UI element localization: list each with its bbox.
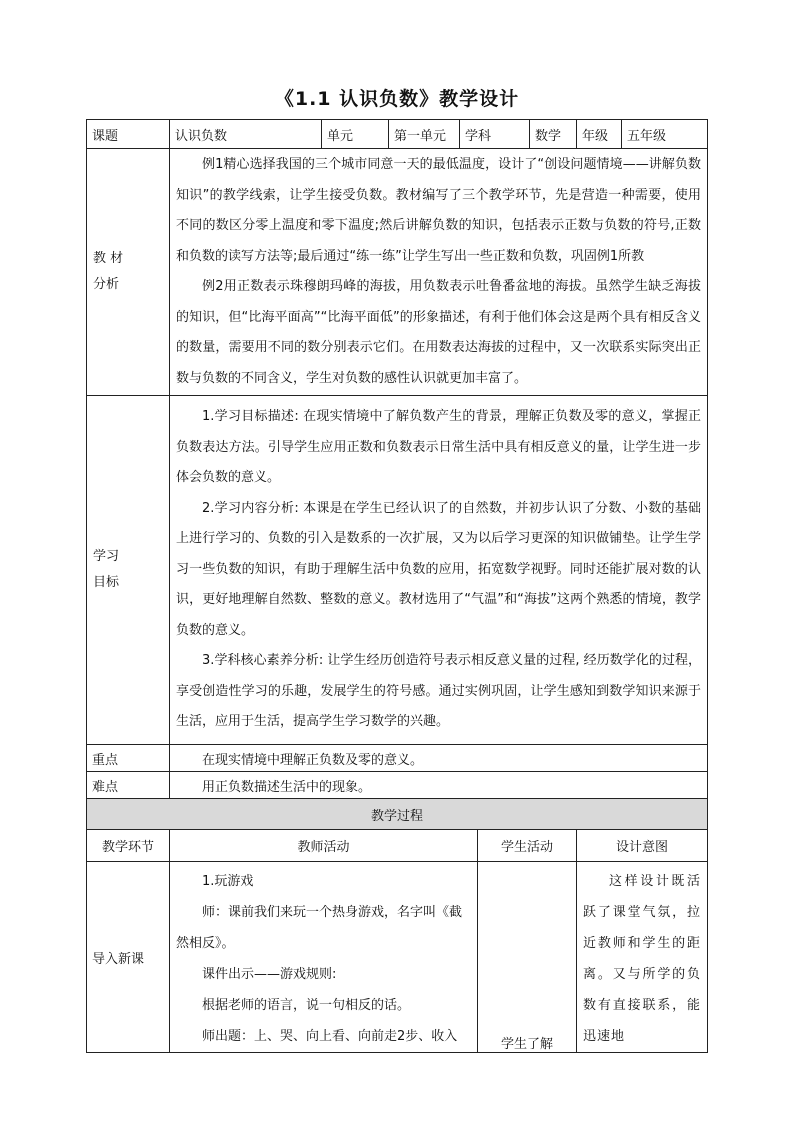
discipline-label: 学科: [460, 120, 530, 149]
learning-goals-row: [87, 396, 708, 745]
topic-label: 课题: [87, 120, 170, 149]
design-intent-cell: [577, 862, 708, 1053]
key-point-row: [87, 745, 708, 772]
textbook-analysis-label: 教 材 分析: [87, 149, 170, 396]
process-section-title: 教学过程: [87, 799, 708, 830]
unit-label: 单元: [322, 120, 389, 149]
difficulty-label: 难点: [87, 772, 170, 799]
teacher-line: 1.玩游戏: [202, 874, 254, 889]
student-activity-cell: 学生了解: [478, 862, 577, 1053]
header-row: [87, 120, 708, 149]
process-header-row: [87, 830, 708, 862]
teacher-line: 根据老师的语言，说一句相反的话。: [202, 998, 411, 1013]
teacher-line: 师：课前我们来玩一个热身游戏，名字叫《截然相反》。: [176, 905, 463, 951]
col-student-header: 学生活动: [478, 830, 577, 862]
unit-value: 第一单元: [389, 120, 460, 149]
discipline-value: 数学: [530, 120, 577, 149]
key-point-label: 重点: [87, 745, 170, 772]
stage-cell: 导入新课: [87, 862, 170, 1053]
analysis-paragraph: 例1精心选择我国的三个城市同意一天的最低温度，设计了“创设问题情境——讲解负数知识”的教学线索，让学生接受负数。教材编写了三个教学环节，先是营造一种需要，使用不同的数区分零上温度和零下温度;然后讲解负数的知识，包括表示正数与负数的符号,正数和负数的读写方法等;最后通过“练一练”让学生写出一些正数和负数，巩固例1所教: [176, 157, 702, 264]
analysis-paragraph: 例2用正数表示珠穆朗玛峰的海拔，用负数表示吐鲁番盆地的海拔。虽然学生缺乏海拔的知识，但“比海平面高”“比海平面低”的形象描述，有利于他们体会这是两个具有相反含义的数量，需要用不同的数分别表示它们。在用数表达海拔的过程中，又一次联系实际突出正数与负数的不同含义，学生对负数的感性认识就更加丰富了。: [176, 279, 702, 386]
lesson-plan-table: [86, 119, 708, 1053]
col-intent-header: 设计意图: [577, 830, 708, 862]
teacher-activity-cell: [170, 862, 478, 1053]
learning-goals-content: [170, 396, 708, 745]
document-title: 《1.1 认识负数》教学设计: [274, 88, 520, 110]
key-point-value: 在现实情境中理解正负数及零的意义。: [170, 745, 708, 772]
goal-paragraph: 3.学科核心素养分析: 让学生经历创造符号表示相反意义量的过程, 经历数学化的过程，享受创造性学习的乐趣，发展学生的符号感。通过实例巩固，让学生感知到数学知识来源于生活，应用于生活，提高学生学习数学的兴趣。: [176, 653, 702, 730]
difficulty-value: 用正负数描述生活中的现象。: [170, 772, 708, 799]
col-stage-header: 教学环节: [87, 830, 170, 862]
goal-paragraph: 1.学习目标描述: 在现实情境中了解负数产生的背景，理解正负数及零的意义，掌握正负数表达方法。引导学生应用正数和负数表示日常生活中具有相反意义的量，让学生进一步体会负数的意义。: [176, 409, 702, 486]
difficulty-row: [87, 772, 708, 799]
textbook-analysis-row: [87, 149, 708, 396]
learning-goals-label: 学习 目标: [87, 396, 170, 745]
col-teacher-header: 教师活动: [170, 830, 478, 862]
goal-paragraph: 2.学习内容分析: 本课是在学生已经认识了的自然数，并初步认识了分数、小数的基础上进行学习的、负数的引入是数系的一次扩展，又为以后学习更深的知识做铺垫。让学生学习一些负数的知识，有助于理解生活中负数的应用，拓宽数学视野。同时还能扩展对数的认识，更好地理解自然数、整数的意义。教材选用了“气温”和“海拔”这两个熟悉的情境，教学负数的意义。: [176, 500, 702, 638]
topic-value: 认识负数: [170, 120, 322, 149]
grade-value: 五年级: [622, 120, 708, 149]
textbook-analysis-content: [170, 149, 708, 396]
teacher-line: 师出题：上、哭、向上看、向前走2步、收入: [202, 1029, 458, 1044]
intent-text: 这样设计既活跃了课堂气氛，拉近教师和学生的距离。又与所学的负数有直接联系，能迅速地: [583, 874, 702, 1044]
process-title-row: [87, 799, 708, 830]
teacher-line: 课件出示——游戏规则:: [202, 967, 337, 982]
process-row: [87, 862, 708, 1053]
grade-label: 年级: [577, 120, 622, 149]
